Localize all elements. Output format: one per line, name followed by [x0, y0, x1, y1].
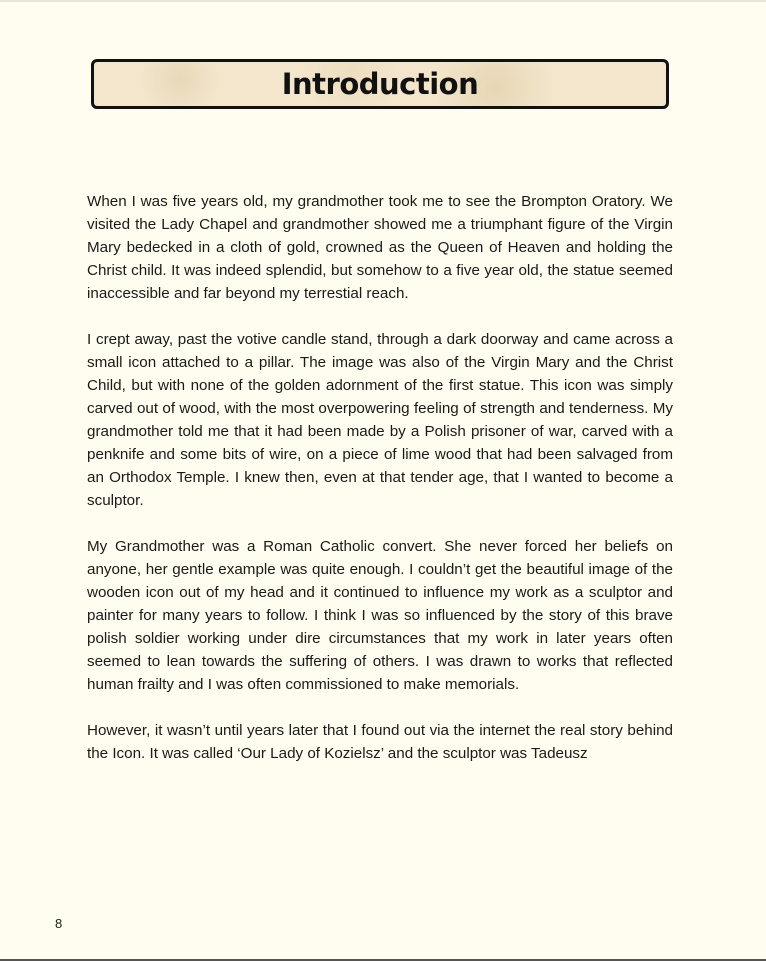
page-top-border — [0, 0, 766, 2]
paragraph: When I was five years old, my grandmother took me to see the Brompton Oratory. We visited the Lady Chapel and grandmother showed me a triumphant figure of the Virgin Mary bedecked in a cloth of gold, crowned as the Queen of Heaven and holding the Christ child. It was indeed splendid, but somehow to a five year old, the statue seemed inaccessible and far beyond my terrestial reach. — [87, 193, 673, 302]
paragraph: My Grandmother was a Roman Catholic convert. She never forced her beliefs on anyone, her gentle example was quite enough. I couldn’t get the beautiful image of the wooden icon out of my head and it continued to influence my work as a sculptor and painter for many years to follow. I think I was so influenced by the story of this brave polish soldier working under dire circumstances that my work in later years often seemed to lean towards the suffering of others. I was drawn to works that reflected human frailty and I was often commissioned to make memorials. — [87, 538, 673, 693]
title-banner — [91, 59, 669, 109]
paragraph: However, it wasn’t until years later that I found out via the internet the real story behind the Icon. It was called ‘Our Lady of Kozielsz’ and the sculptor was Tadeusz — [87, 722, 673, 762]
page-number: 8 — [55, 916, 63, 931]
paragraph: I crept away, past the votive candle stand, through a dark doorway and came across a small icon attached to a pillar. The image was also of the Virgin Mary and the Christ Child, but with none of the golden adornment of the first statue. This icon was simply carved out of wood, with the most overpowering feeling of strength and tenderness. My grandmother told me that it had been made by a Polish prisoner of war, carved with a penknife and some bits of wire, on a piece of lime wood that had been salvaged from an Orthodox Temple. I knew then, even at that tender age, that I wanted to become a sculptor. — [87, 331, 673, 509]
body-text — [87, 190, 673, 788]
page-title: Introduction — [281, 66, 479, 101]
